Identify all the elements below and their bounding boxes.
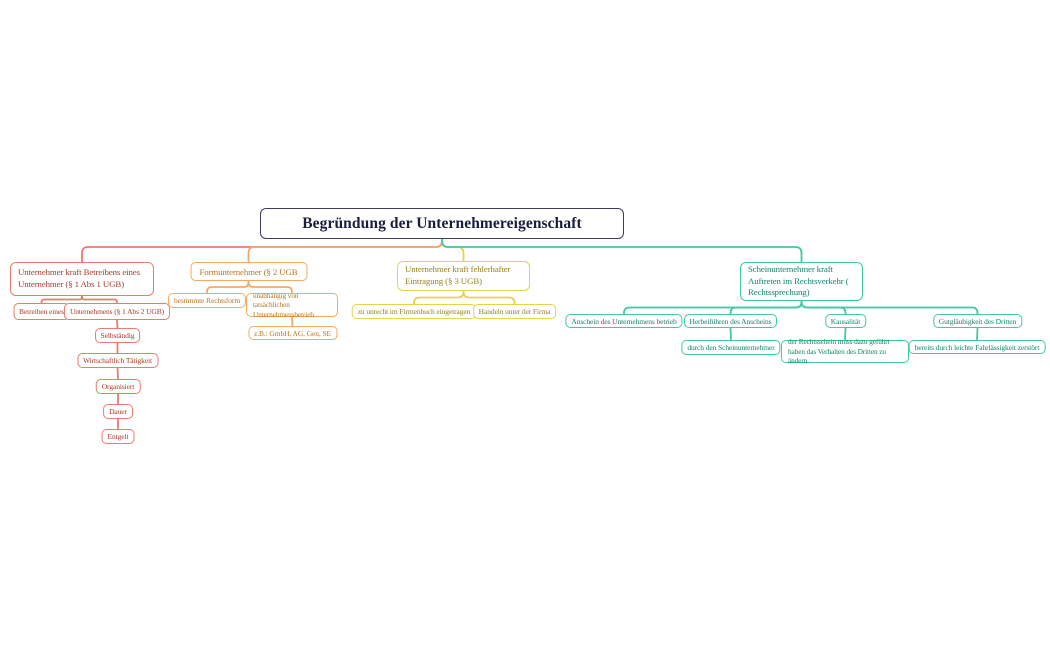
connector <box>117 320 118 328</box>
mindmap-node[interactable]: Gutgläubigkeit des Dritten <box>933 314 1022 328</box>
connector <box>207 281 249 293</box>
mindmap-node[interactable]: Entgelt <box>102 429 135 444</box>
connector <box>42 296 83 303</box>
node-unternehmer-kraft-betreibens[interactable]: Unternehmer kraft Betreibens eines Unternehmer (§ 1 Abs 1 UGB) <box>10 262 154 296</box>
connector <box>82 296 117 303</box>
connector <box>977 328 978 340</box>
connector <box>249 239 443 262</box>
mindmap-node[interactable]: Kausalität <box>825 314 866 328</box>
mindmap-node[interactable]: Herbeiführen des Anscheins <box>684 314 778 328</box>
node-scheinunternehmer[interactable]: Scheinunternehmer kraft Auftreten im Rechtsverkehr ( Rechtssprechung) <box>740 262 863 301</box>
connector <box>442 239 464 261</box>
mindmap-node[interactable]: bestimmte Rechtsform <box>168 293 246 308</box>
node-formunternehmer[interactable]: Formunternehmer (§ 2 UGB <box>190 262 307 281</box>
mindmap-node[interactable]: Organisiert <box>96 379 141 394</box>
connector <box>802 301 978 314</box>
mindmap-node[interactable]: Handeln unter der Firma <box>473 304 557 319</box>
mindmap-node[interactable]: Anschein des Unternehmens betrieb <box>565 314 682 328</box>
mindmap-root-title[interactable]: Begründung der Unternehmereigenschaft <box>260 208 624 239</box>
connector <box>731 301 802 314</box>
mindmap-node[interactable]: Unternehmens (§ 1 Abs 2 UGB) <box>64 303 170 320</box>
connector <box>82 239 442 262</box>
connector <box>118 368 119 379</box>
mindmap-node[interactable]: Selbständig <box>95 328 141 343</box>
connector <box>464 291 515 304</box>
connector <box>414 291 464 304</box>
mindmap-node[interactable]: unabhängig von tatsächlichen Unternehmensbetrieb <box>246 293 338 317</box>
connector <box>731 328 732 340</box>
mindmap-node[interactable]: bereits durch leichte Fahrlässigkeit zerstört <box>909 340 1046 354</box>
mindmap-node[interactable]: Dauer <box>103 404 133 419</box>
mindmap-node[interactable]: der Rechtsschein muss dazu geführt haben das Verhalten des Dritten zu ändern <box>781 340 909 363</box>
mindmap-node[interactable]: Wirtschaftlich Tätigkeit <box>77 353 158 368</box>
mindmap-node[interactable]: Betreiben eines <box>13 303 70 320</box>
connector <box>442 239 802 262</box>
mindmap-node[interactable]: zu unrecht im Firmenbuch eingetragen <box>352 304 477 319</box>
node-unternehmer-kraft-fehlerhafter-eintragung[interactable]: Unternehmer kraft fehlerhafter Eintragung (§ 3 UGB) <box>397 261 530 291</box>
mindmap-node[interactable]: durch den Scheinunternehmer <box>681 340 780 355</box>
mindmap-node[interactable]: z.B.: GmbH, AG, Gen, SE <box>248 326 337 340</box>
